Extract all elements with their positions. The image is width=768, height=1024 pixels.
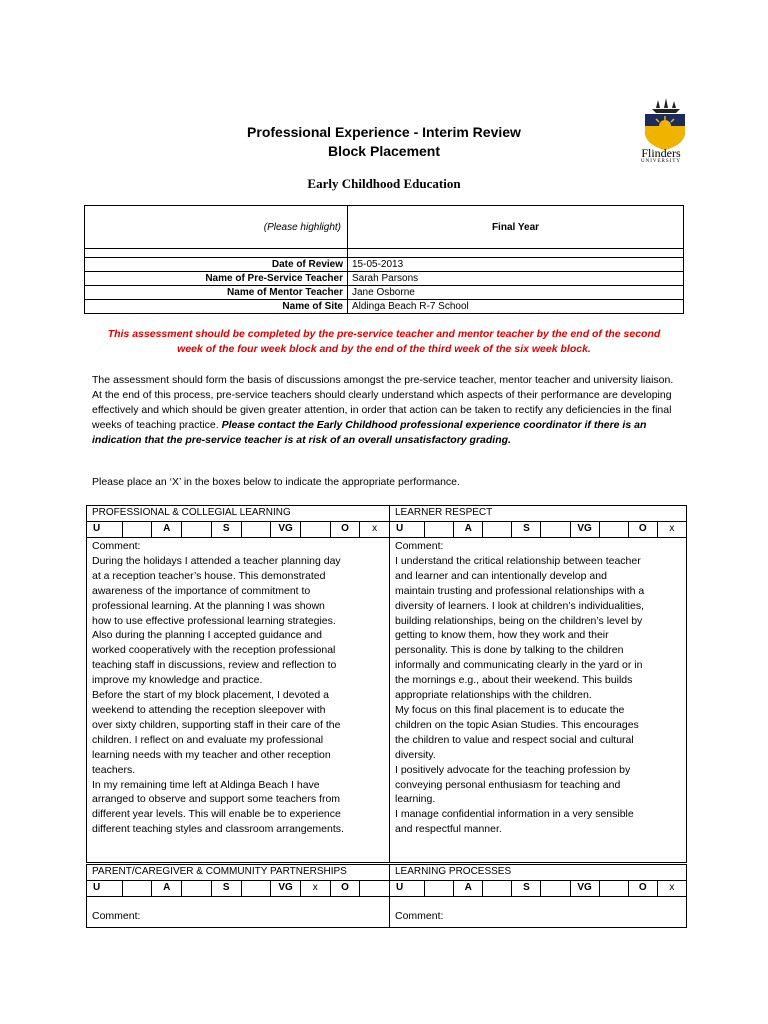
rating-mark[interactable]: x <box>372 523 378 534</box>
comment-label: Comment: <box>395 540 444 552</box>
comment-box: Comment: I understand the critical relationship between teacher and learner and can intentionally develop and maintain trusting and professional relationships with a diversity of learners. I look at children’s individualities, building relationships, being on the children’s level by getting to know them, how they work and their personality. This is done by talking to the children informally and communicating clearly in the yard or in the mornings e.g., about their weekend. This builds appropriate relationships with the children. My focus on this final placement is to educate the children on the topic Asian Studies. This encourages the children to value and respect social and cultural diversity. I positively advocate for the teaching profession by conveying personal enthusiasm for teaching and learning. I manage confidential information in a very sensible and respectful manner. <box>390 538 686 838</box>
rating-cell[interactable] <box>123 522 153 537</box>
logo-wordmark: Flinders UNIVERSITY <box>641 146 681 164</box>
rating-cell[interactable] <box>242 522 272 537</box>
comment-box: Comment: During the holidays I attended a teacher planning day at a reception teacher’s house. This demonstrated awareness of the importance of commitment to professional learning. At the planning I was shown how to use effective professional learning strategies. Also during the planning I accepted guidance and worked cooperatively with the reception professional teaching staff in discussions, review and reflection to improve my knowledge and practice. Before the start of my block placement, I devoted a weekend to attending the reception sleepover with over sixty children, supporting staff in their care of the children. I reflect on and evaluate my professional learning needs with my teacher and other reception teachers. In my remaining time left at Aldinga Beach I have arranged to observe and support some teachers from different year levels. This will enable be to experience different teaching styles and classroom arrangements. <box>87 538 389 838</box>
rating-row <box>390 522 686 538</box>
rating-cell-vg[interactable]: VG <box>271 522 301 537</box>
mentor-label: Name of Mentor Teacher <box>85 286 348 300</box>
section-professional-collegial-learning <box>86 505 390 863</box>
mentor-value: Jane Osborne <box>348 286 684 300</box>
page-title: Professional Experience - Interim Review <box>247 124 521 140</box>
instructions-paragraph: The assessment should form the basis of discussions amongst the pre-service teacher, mentor teacher and university liaison. At the end of this process, pre-service teachers should clearly understand which aspects of their performance are developing effectively and which should be given greater attention, in order that action can be taken to rectify any deficiencies in the final weeks of teaching practice. Please contact the Early Childhood professional experience coordinator if there is an indication that the pre-service teacher is at risk of an overall unsatisfactory grading. <box>92 374 674 446</box>
year-value: Final Year <box>348 206 684 249</box>
section-parent-community-partnerships <box>86 864 390 928</box>
rating-row <box>390 881 686 897</box>
rating-cell-u[interactable]: U <box>87 881 123 896</box>
rating-cell-vg[interactable]: VG <box>271 881 301 896</box>
rating-cell[interactable] <box>600 522 629 537</box>
section-learning-processes <box>389 864 687 928</box>
page-title-line2: Block Placement <box>327 143 441 159</box>
rating-cell-s[interactable]: S <box>212 522 242 537</box>
rating-cell-u[interactable]: U <box>390 881 425 896</box>
rating-cell[interactable] <box>541 522 570 537</box>
rating-mark[interactable]: x <box>669 523 675 534</box>
rating-cell-a[interactable]: A <box>152 881 182 896</box>
rating-cell[interactable] <box>301 522 331 537</box>
rating-cell-vg[interactable]: VG <box>571 522 600 537</box>
rating-cell[interactable] <box>242 881 272 896</box>
rating-cell-o[interactable]: O <box>331 522 361 537</box>
rating-cell-u[interactable]: U <box>390 522 425 537</box>
review-info-table <box>84 205 684 314</box>
site-value: Aldinga Beach R-7 School <box>348 300 684 314</box>
rating-cell-a[interactable]: A <box>152 522 182 537</box>
rating-row <box>87 522 389 538</box>
rating-cell-s[interactable]: S <box>512 881 541 896</box>
rating-cell-a[interactable]: A <box>454 881 483 896</box>
rating-cell-s[interactable]: S <box>512 522 541 537</box>
site-label: Name of Site <box>85 300 348 314</box>
section-title: LEARNER RESPECT <box>390 506 686 522</box>
section-title: PROFESSIONAL & COLLEGIAL LEARNING <box>87 506 389 522</box>
rating-cell-u[interactable]: U <box>87 522 123 537</box>
section-learner-respect <box>389 505 687 863</box>
comment-label: Comment: <box>395 910 444 922</box>
rating-cell-o[interactable]: O <box>629 881 658 896</box>
rating-cell[interactable] <box>483 881 512 896</box>
section-title: PARENT/CAREGIVER & COMMUNITY PARTNERSHIPS <box>87 865 389 881</box>
rating-cell-vg[interactable]: VG <box>571 881 600 896</box>
rating-cell[interactable] <box>600 881 629 896</box>
student-label: Name of Pre-Service Teacher <box>85 272 348 286</box>
rating-cell[interactable] <box>483 522 512 537</box>
rating-cell-a[interactable]: A <box>454 522 483 537</box>
rating-cell[interactable] <box>182 881 212 896</box>
student-value: Sarah Parsons <box>348 272 684 286</box>
rating-cell-s[interactable]: S <box>212 881 242 896</box>
rating-cell[interactable] <box>541 881 570 896</box>
rating-cell-o[interactable]: O <box>331 881 361 896</box>
date-label: Date of Review <box>85 258 348 272</box>
comment-label: Comment: <box>92 910 141 922</box>
rating-cell[interactable] <box>425 881 454 896</box>
rating-cell[interactable] <box>425 522 454 537</box>
comment-label: Comment: <box>92 540 141 552</box>
date-value: 15-05-2013 <box>348 258 684 272</box>
rating-instruction: Please place an ‘X’ in the boxes below to indicate the appropriate performance. <box>92 476 460 488</box>
rating-mark[interactable]: x <box>301 881 331 896</box>
rating-cell-o[interactable]: O <box>629 522 658 537</box>
rating-mark[interactable]: x <box>669 882 675 893</box>
page-subtitle: Early Childhood Education <box>307 176 461 191</box>
rating-cell[interactable] <box>360 881 389 896</box>
section-title: LEARNING PROCESSES <box>390 865 686 881</box>
highlight-label: (Please highlight) <box>85 206 348 249</box>
assessment-warning: This assessment should be completed by the pre-service teacher and mentor teacher by the end of the second week of the four week block and by the end of the third week of the six week block. <box>107 328 661 355</box>
rating-cell[interactable] <box>123 881 153 896</box>
rating-cell[interactable] <box>182 522 212 537</box>
rating-row <box>87 881 389 897</box>
